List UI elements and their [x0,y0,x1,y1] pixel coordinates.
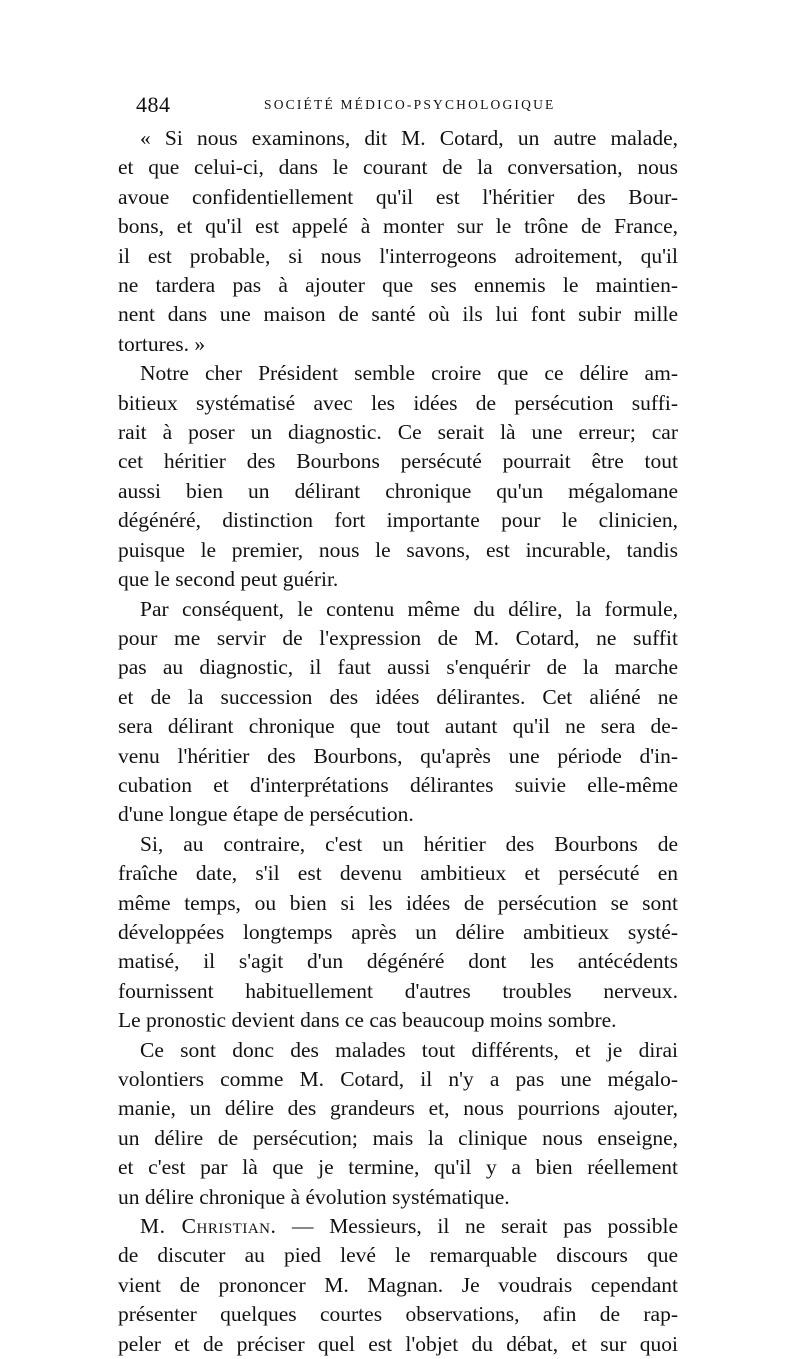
text-line: pour me servir de l'expression de M. Cotard, ne suffit [118,625,678,650]
text-line: présenter quelques courtes observations, afin de rap- [118,1302,678,1327]
text-line: peler et de préciser quel est l'objet du débat, et sur quoi [118,1331,678,1356]
paragraph-conclusion [118,1036,678,1212]
text-line: pas au diagnostic, il faut aussi s'enquérir de la marche [118,655,678,680]
text-line: bons, et qu'il est appelé à monter sur le trône de France, [118,214,678,239]
text-line: aussi bien un délirant chronique qu'un mégalomane [118,478,678,503]
text-line: même temps, ou bien si les idées de persécution se sont [118,890,678,915]
text-line: Le pronostic devient dans ce cas beaucoup moins sombre. [118,1008,617,1033]
text-line: que le second peut guérir. [118,567,339,592]
text-line: sera délirant chronique que tout autant qu'il ne sera de- [118,714,678,739]
text-line: et de la succession des idées délirantes. Cet aliéné ne [118,684,678,709]
text-line: et que celui-ci, dans le courant de la conversation, nous [118,155,678,180]
text-line: d'une longue étape de persécution. [118,802,414,827]
speaker-name: M. Christian. [140,1214,277,1239]
text-line: un délire chronique à évolution systématique. [118,1184,510,1209]
text-line: développées longtemps après un délire ambitieux systé- [118,919,678,944]
text-line: Par conséquent, le contenu même du délire, la formule, [140,596,678,621]
text-line: fournissent habituellement d'autres troubles nerveux. [118,978,678,1003]
text-line: avoue confidentiellement qu'il est l'héritier des Bour- [118,184,678,209]
text-line: cubation et d'interprétations délirantes suivie elle-même [118,772,678,797]
book-page [118,92,678,1359]
text-line: rait à poser un diagnostic. Ce serait là une erreur; car [118,420,678,445]
text-line: fraîche date, s'il est devenu ambitieux et persécuté en [118,861,678,886]
paragraph-cotard-quote [118,124,678,359]
text-line: Si, au contraire, c'est un héritier des Bourbons de [140,831,678,856]
text-line: Notre cher Président semble croire que ce délire am- [140,361,678,386]
paragraph-contrary [118,830,678,1036]
text-line [118,1212,678,1241]
text-line: manie, un délire des grandeurs et, nous pourrions ajouter, [118,1096,678,1121]
running-header [118,92,678,122]
text-line: dégénéré, distinction fort importante pour le clinicien, [118,508,678,533]
page-number: 484 [136,92,171,117]
speaker-remark: — Messieurs, il ne serait pas possible [276,1214,678,1239]
text-line: Ce sont donc des malades tout différents, et je dirai [140,1037,678,1062]
text-line: vient de prononcer M. Magnan. Je voudrais cependant [118,1272,678,1297]
text-line: matisé, il s'agit d'un dégénéré dont les antécédents [118,949,678,974]
text-line: bitieux systématisé avec les idées de persécution suffi- [118,390,678,415]
text-line: de discuter au pied levé le remarquable discours que [118,1243,678,1268]
text-line: et c'est par là que je termine, qu'il y a bien réellement [118,1155,678,1180]
text-line: tortures. » [118,331,206,356]
paragraph-christian [118,1212,678,1359]
text-line: un délire de persécution; mais la clinique nous enseigne, [118,1125,678,1150]
text-line: il est probable, si nous l'interrogeons adroitement, qu'il [118,243,678,268]
text-line: « Si nous examinons, dit M. Cotard, un autre malade, [140,126,678,150]
text-line: volontiers comme M. Cotard, il n'y a pas une mégalo- [118,1067,678,1091]
paragraph-president [118,359,678,594]
paragraph-consequence [118,595,678,830]
text-line: cet héritier des Bourbons persécuté pourrait être tout [118,449,678,474]
text-line: ne tardera pas à ajouter que ses ennemis le maintien- [118,273,678,298]
text-line: puisque le premier, nous le savons, est incurable, tandis [118,537,678,562]
text-line: nent dans une maison de santé où ils lui font subir mille [118,302,678,327]
text-line: venu l'héritier des Bourbons, qu'après une période d'in- [118,743,678,768]
journal-title: SOCIÉTÉ MÉDICO-PSYCHOLOGIQUE [264,97,556,112]
